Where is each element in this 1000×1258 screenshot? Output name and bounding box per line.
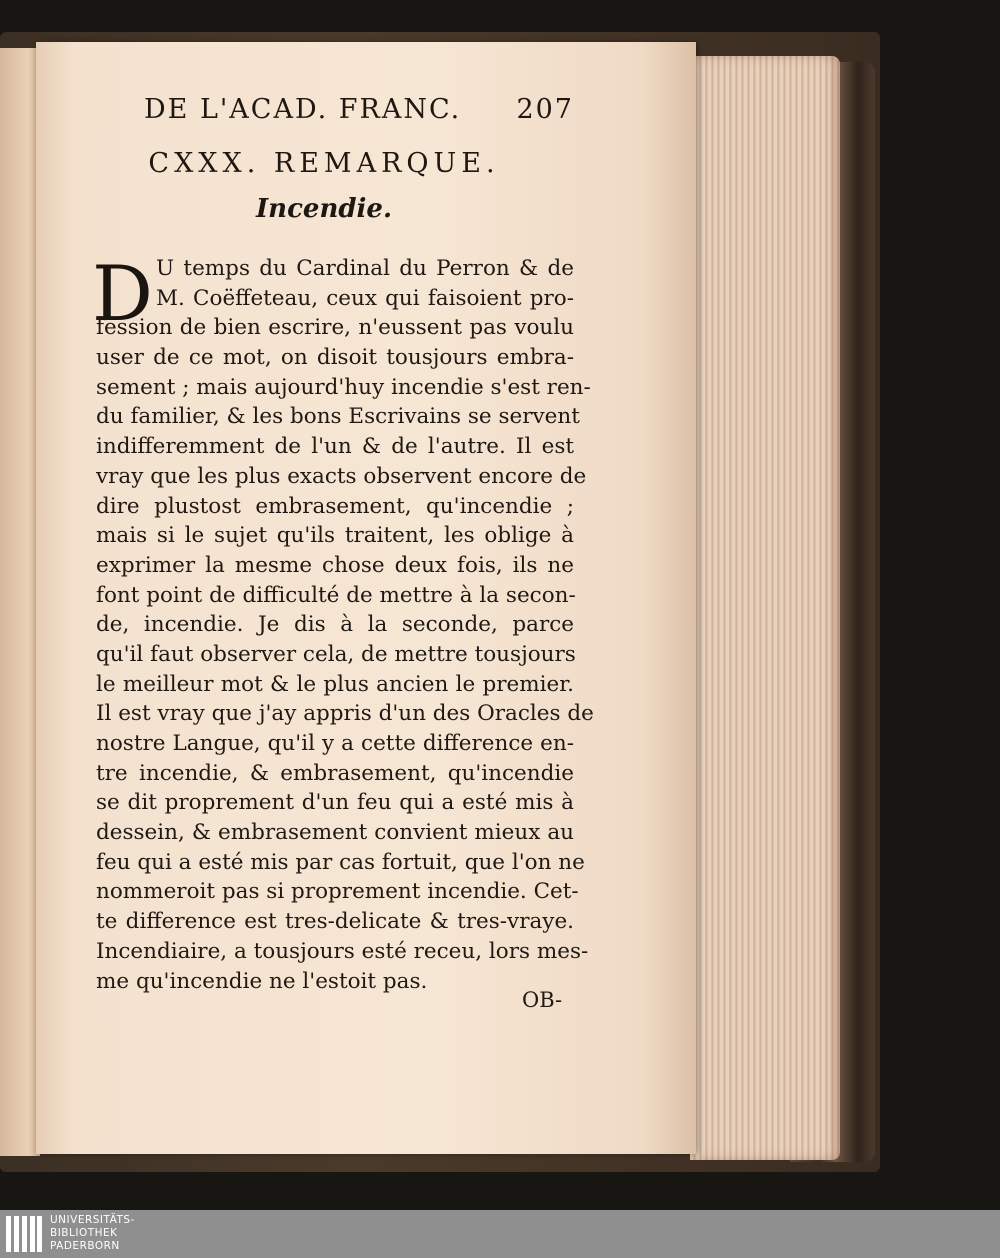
text-line: vray que les plus exacts observent encore de: [96, 463, 587, 489]
text-line: te difference est tres-delicate & tres-vraye.: [96, 909, 574, 935]
text-line: U temps du Cardinal du Perron & de: [156, 256, 574, 281]
page-number: 207: [516, 94, 574, 125]
text-line: se dit proprement d'un feu qui a esté mis à: [96, 790, 574, 816]
catchword: OB-: [522, 988, 563, 1012]
text-line: user de ce mot, on disoit tousjours embra-: [96, 345, 574, 371]
body-text: [96, 254, 594, 996]
text-line: dire plustost embrasement, qu'incendie ;: [96, 493, 574, 519]
text-line: exprimer la mesme chose deux fois, ils ne: [96, 552, 574, 578]
text-line: nommeroit pas si proprement incendie. Cet-: [96, 879, 579, 905]
page-block-edges: [690, 56, 840, 1160]
library-footer: [0, 1210, 1000, 1258]
book-page: [36, 42, 696, 1154]
text-line: me qu'incendie ne l'estoit pas.: [96, 968, 428, 994]
text-line: sement ; mais aujourd'huy incendie s'est ren-: [96, 374, 591, 400]
library-name-line: BIBLIOTHEK: [50, 1227, 118, 1239]
text-line: le meilleur mot & le plus ancien le premier.: [96, 671, 574, 697]
text-line: font point de difficulté de mettre à la secon-: [96, 582, 576, 608]
text-line: fession de bien escrire, n'eussent pas voulu: [96, 315, 574, 341]
section-title: CXXX. REMARQUE.: [148, 148, 500, 179]
library-name-line: UNIVERSITÄTS-: [50, 1214, 135, 1226]
library-name: [50, 1214, 135, 1253]
remark-subtitle: Incendie.: [256, 194, 392, 224]
library-name-line: PADERBORN: [50, 1240, 120, 1252]
text-line: M. Coëffeteau, ceux qui faisoient pro-: [156, 285, 574, 311]
left-page-edge: [0, 48, 40, 1156]
text-line: tre incendie, & embrasement, qu'incendie: [96, 760, 574, 786]
text-line: indifferemment de l'un & de l'autre. Il est: [96, 434, 574, 460]
running-title: DE L'ACAD. FRANC.: [144, 94, 462, 125]
text-line: feu qui a esté mis par cas fortuit, que l'on ne: [96, 849, 585, 875]
library-logo-icon: [6, 1216, 42, 1252]
text-line: nostre Langue, qu'il y a cette difference en-: [96, 731, 574, 756]
text-line: qu'il faut observer cela, de mettre tousjours: [96, 641, 576, 667]
text-line: Incendiaire, a tousjours esté receu, lors mes-: [96, 938, 589, 964]
text-line: mais si le sujet qu'ils traitent, les oblige à: [96, 523, 574, 549]
running-header: [144, 94, 574, 134]
text-line: de, incendie. Je dis à la seconde, parce: [96, 612, 574, 638]
drop-cap: D: [92, 249, 153, 338]
text-line: dessein, & embrasement convient mieux au: [96, 820, 574, 846]
text-line: Il est vray que j'ay appris d'un des Oracles de: [96, 701, 594, 727]
text-line: du familier, & les bons Escrivains se servent: [96, 404, 580, 430]
